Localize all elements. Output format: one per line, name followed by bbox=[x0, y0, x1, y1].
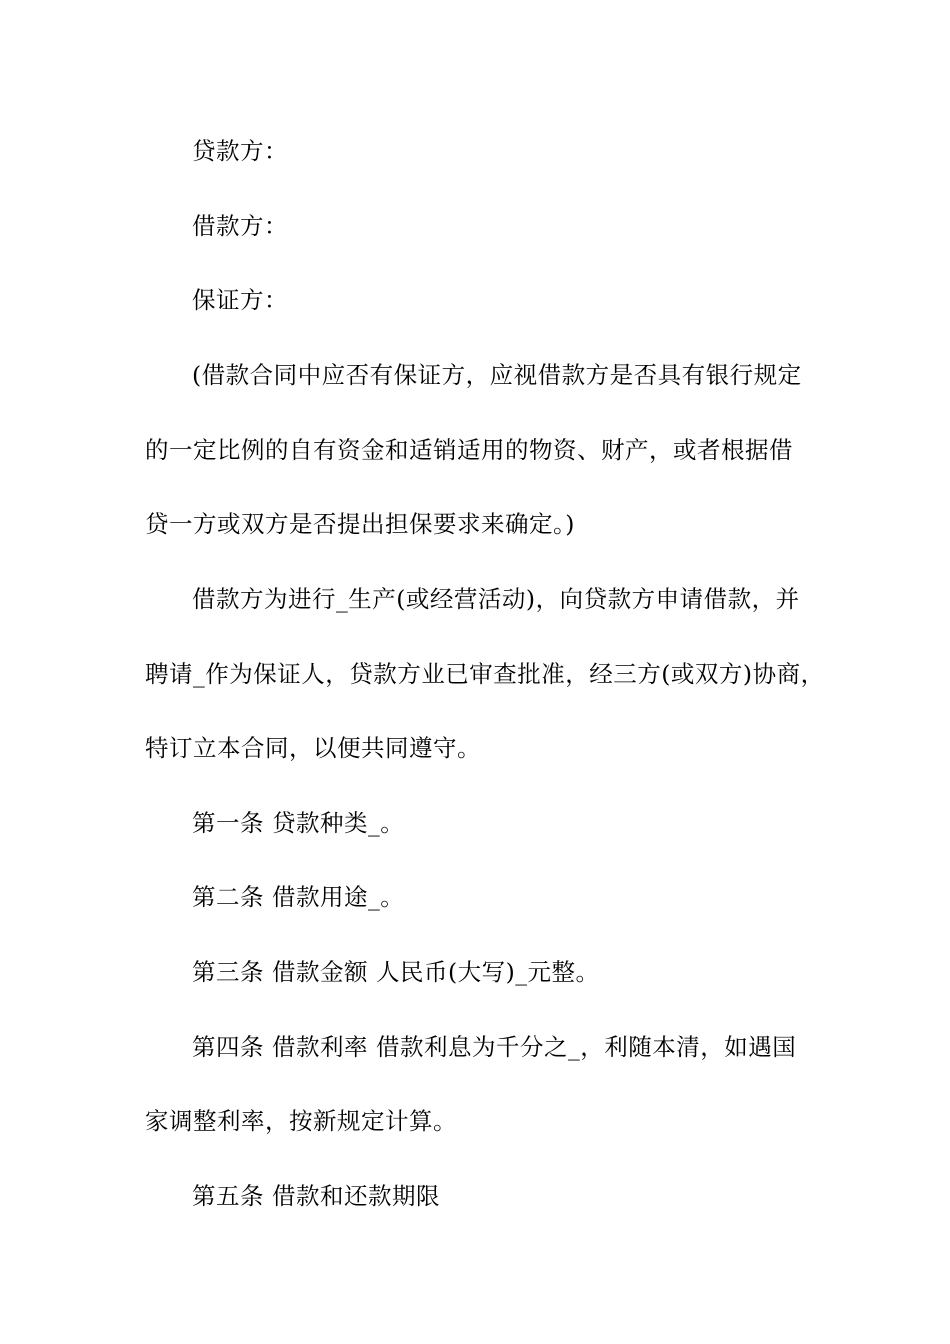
article-4-interest-line-2: 家调整利率，按新规定计算。 bbox=[145, 1107, 457, 1135]
guarantor-note-line-2: 的一定比例的自有资金和适销适用的物资、财产，或者根据借 bbox=[145, 436, 793, 464]
article-2-loan-purpose: 第二条 借款用途_。 bbox=[192, 883, 405, 911]
article-1-loan-type: 第一条 贷款种类_。 bbox=[192, 809, 405, 837]
article-3-loan-amount: 第三条 借款金额 人民币(大写)_元整。 bbox=[192, 958, 600, 986]
guarantor-note-line-3: 贷一方或双方是否提出担保要求来确定。) bbox=[145, 510, 575, 538]
preamble-line-3: 特订立本合同，以便共同遵守。 bbox=[145, 734, 481, 762]
preamble-line-2: 聘请_作为保证人，贷款方业已审查批准，经三方(或双方)协商， bbox=[145, 660, 825, 688]
lender-label: 贷款方： bbox=[192, 137, 288, 165]
borrower-label: 借款方： bbox=[192, 212, 288, 240]
guarantor-note-line-1: (借款合同中应否有保证方，应视借款方是否具有银行规定 bbox=[192, 361, 802, 389]
guarantor-label: 保证方： bbox=[192, 286, 288, 314]
article-4-interest-line-1: 第四条 借款利率 借款利息为千分之_，利随本清，如遇国 bbox=[192, 1033, 797, 1061]
preamble-line-1: 借款方为进行_生产(或经营活动)，向贷款方申请借款，并 bbox=[192, 585, 800, 613]
article-5-term-heading: 第五条 借款和还款期限 bbox=[192, 1182, 440, 1210]
